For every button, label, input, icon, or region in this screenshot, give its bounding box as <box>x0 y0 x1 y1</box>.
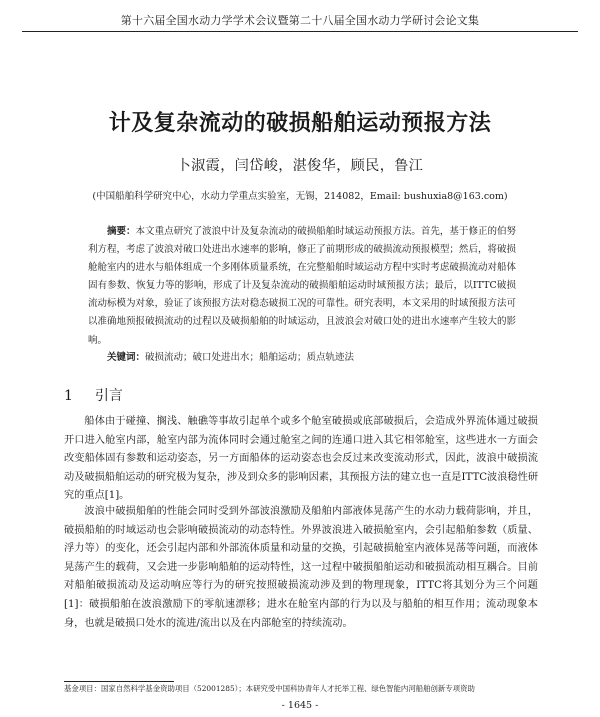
section-number: 1 <box>64 388 73 404</box>
page-number: - 1645 - <box>281 700 319 711</box>
body-paragraph: 船体由于碰撞、搁浅、触礁等事故引起单个或多个舱室破损或底部破损后，会造成外界流体通过破损开口进入舱室内部，舱室内部为流体同时会通过舱室之间的连通口进入其它相邻舱室，这些进水一方面会改变船体固有参数和运动姿态，另一方面船体的运动姿态也会反过来改变流动形式，因此，波浪中破损流动及破损船舶运动的研究极为复杂，涉及到众多的影响因素，其预报方法的建立也一直是ITTC波浪稳性研究的重点[1]。 <box>64 416 538 502</box>
section-heading <box>64 385 123 405</box>
section-title: 引言 <box>94 388 123 404</box>
running-header: 第十六届全国水动力学学术会议暨第二十八届全国水动力学研讨会论文集 <box>120 14 480 27</box>
body-paragraph: 波浪中破损船舶的性能会同时受到外部波浪激励及船舶内部液体晃荡产生的水动力载荷影响，并且，破损船舶的时域运动也会影响破损流动的动态特性。外界波浪进入破损舱室内，会引起船舶参数（质量、浮力等）的变化，还会引起内部和外部流体质量和动量的交换，引起破损舱室内液体晃荡等问题，而液体晃荡产生的载荷，又会进一步影响船舶的运动特性，这一过程中破损船舶运动和破损流动相互耦合。目前对船舶破损流动及运动响应等行为的研究按照破损流动涉及到的物理现象，ITTC将其划分为三个问题[1]：破损船舶在波浪激励下的零航速漂移；进水在舱室内部的行为以及与船舶的相互作用；流动现象本身，也就是破损口处水的流进/流出以及在内部舱室的持续流动。 <box>64 506 538 629</box>
keywords <box>88 349 516 367</box>
header-rule <box>22 31 578 32</box>
keywords-text: 破损流动；破口处进出水；船舶运动；质点轨迹法 <box>145 352 355 363</box>
abstract-text: 本文重点研究了波浪中计及复杂流动的破损船舶时域运动预报方法。首先，基于修正的伯努利方程，考虑了波浪对破口处进出水速率的影响，修正了前期形成的破损流动预报模型；然后，将破损舱舱室内的进水与船体组成一个多刚体质量系统，在完整船舶时域运动方程中实时考虑破损流动对船体固有参数、恢复力等的影响，形成了计及复杂流动的破损船舶运动时域预报方法；最后，以ITTC破损流动标模为对象，验证了该预报方法对稳态破损工况的可靠性。研究表明，本文采用的时域预报方法可以准确地预报破损流动的过程以及破损船舶的时域运动，且波浪会对破口处的进出水速率产生较大的影响。 <box>88 226 516 346</box>
abstract-label: 摘要： <box>107 226 136 237</box>
footnote-rule <box>64 681 174 682</box>
abstract <box>88 223 516 350</box>
keywords-label: 关键词： <box>107 352 146 363</box>
funding-footnote: 基金项目：国家自然科学基金资助项目（52001285）；本研究受中国科协青年人才托举工程、绿色智能内河船舶创新专项资助 <box>64 684 475 693</box>
author-affiliation: (中国船舶科学研究中心，水动力学重点实验室，无锡，214082，Email: bushuxia8@163.com) <box>92 191 508 202</box>
author-list: 卜淑霞，闫岱峻，湛俊华，顾民，鲁江 <box>176 158 424 174</box>
paper-title: 计及复杂流动的破损船舶运动预报方法 <box>108 110 492 136</box>
